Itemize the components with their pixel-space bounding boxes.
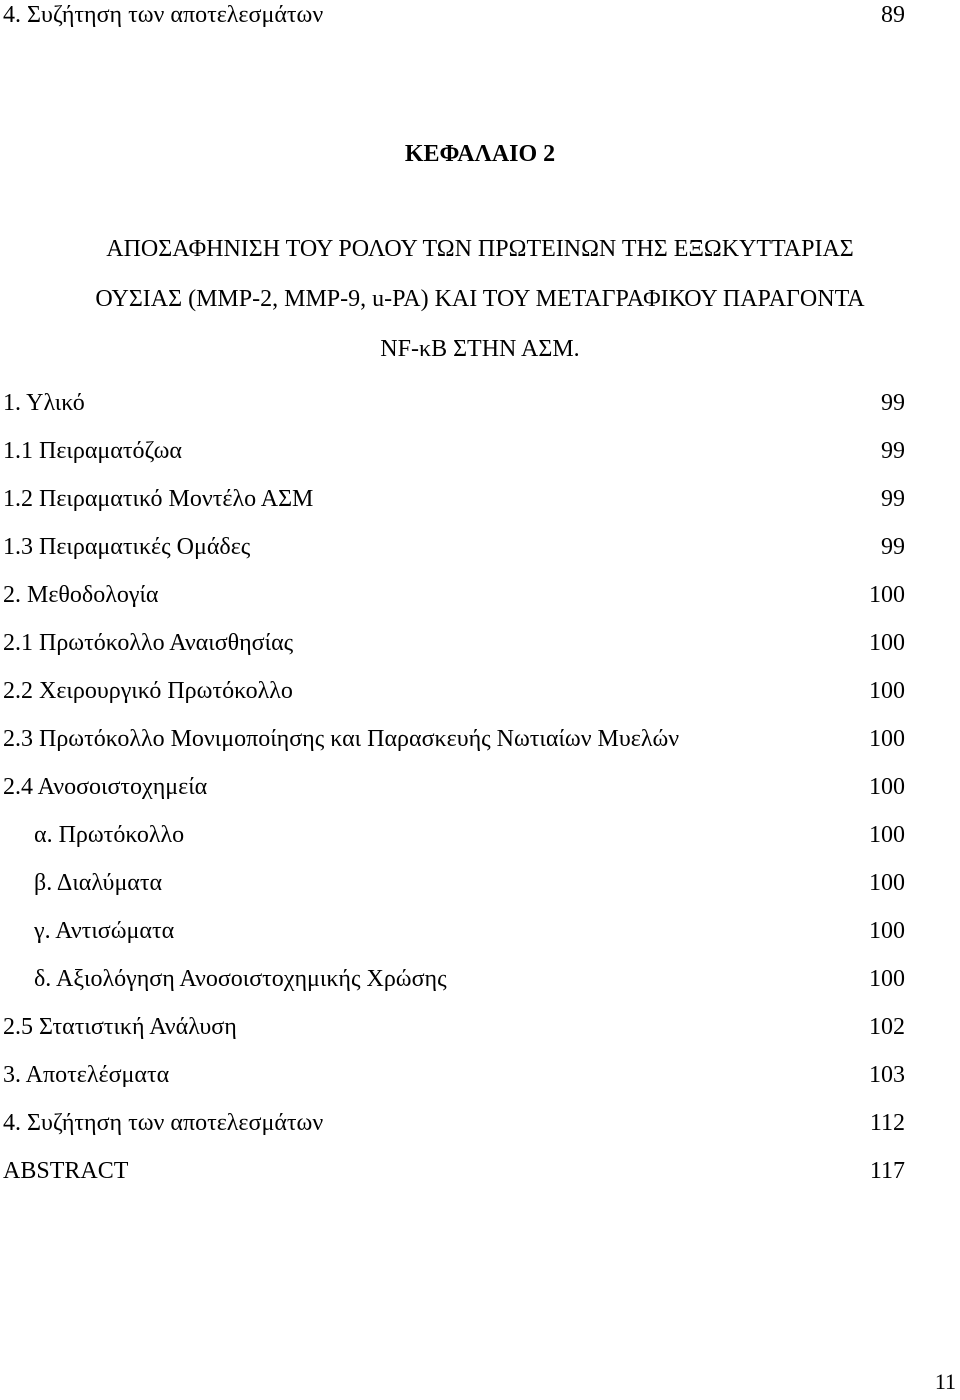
- toc-entry-label: ABSTRACT: [3, 1158, 129, 1184]
- toc-entry-page: 100: [869, 870, 905, 896]
- toc-entry[interactable]: [3, 384, 905, 432]
- toc-entry-label: 2.1 Πρωτόκολλο Αναισθησίας: [3, 630, 294, 656]
- toc-entry-page: 99: [881, 534, 905, 560]
- toc-entry-page: 117: [869, 1158, 905, 1184]
- toc-entry-page: 100: [869, 630, 905, 656]
- toc-entry-page: 100: [869, 726, 905, 752]
- table-of-contents: [3, 384, 905, 1200]
- toc-entry[interactable]: [3, 576, 905, 624]
- toc-entry-label: α. Πρωτόκολλο: [34, 822, 185, 848]
- toc-entry-page: 100: [869, 678, 905, 704]
- toc-entry-page: 100: [869, 918, 905, 944]
- toc-entry-page: 99: [881, 486, 905, 512]
- running-header-page-number: 89: [881, 2, 905, 28]
- toc-entry-label: 2.5 Στατιστική Ανάλυση: [3, 1014, 237, 1040]
- toc-entry[interactable]: [3, 480, 905, 528]
- toc-entry-page: 100: [869, 774, 905, 800]
- toc-entry-page: 102: [869, 1014, 905, 1040]
- toc-entry-page: 100: [869, 966, 905, 992]
- chapter-heading: ΚΕΦΑΛΑΙΟ 2: [404, 141, 556, 167]
- toc-entry[interactable]: [3, 912, 905, 960]
- toc-entry[interactable]: [3, 528, 905, 576]
- toc-entry-page: 103: [869, 1062, 905, 1088]
- running-header: [3, 0, 905, 30]
- toc-entry-page: 112: [869, 1110, 905, 1136]
- toc-entry-label: δ. Αξιολόγηση Ανοσοιστοχημικής Χρώσης: [34, 966, 447, 992]
- toc-entry-page: 99: [881, 390, 905, 416]
- toc-entry[interactable]: [3, 624, 905, 672]
- toc-entry-label: γ. Αντισώματα: [34, 918, 175, 944]
- toc-entry-label: 1.1 Πειραματόζωα: [3, 438, 182, 464]
- toc-entry-label: 1.3 Πειραματικές Ομάδες: [3, 534, 251, 560]
- toc-entry-label: 3. Αποτελέσματα: [3, 1062, 170, 1088]
- toc-entry-label: 2. Μεθοδολογία: [3, 582, 159, 608]
- toc-entry[interactable]: [3, 864, 905, 912]
- chapter-title-line: NF-κB ΣΤΗΝ ΑΣΜ.: [380, 336, 580, 362]
- toc-entry[interactable]: [3, 768, 905, 816]
- running-header-title: 4. Συζήτηση των αποτελεσμάτων: [3, 2, 324, 28]
- toc-entry[interactable]: [3, 960, 905, 1008]
- toc-entry-label: 2.4 Ανοσοιστοχημεία: [3, 774, 208, 800]
- toc-entry[interactable]: [3, 1008, 905, 1056]
- footer-page-number: 11: [934, 1369, 956, 1394]
- chapter-title-line: ΟΥΣΙΑΣ (MMP-2, MMP-9, u-PA) ΚΑΙ ΤΟΥ ΜΕΤΑΓΡΑΦΙΚΟΥ ΠΑΡΑΓΟΝΤΑ: [95, 286, 865, 312]
- toc-entry[interactable]: [3, 1056, 905, 1104]
- toc-entry[interactable]: [3, 720, 905, 768]
- toc-entry-page: 100: [869, 822, 905, 848]
- toc-entry[interactable]: [3, 1152, 905, 1200]
- toc-entry-label: 2.2 Χειρουργικό Πρωτόκολλο: [3, 678, 293, 704]
- toc-entry[interactable]: [3, 1104, 905, 1152]
- toc-entry-label: β. Διαλύματα: [34, 870, 163, 896]
- toc-entry[interactable]: [3, 432, 905, 480]
- toc-entry-page: 100: [869, 582, 905, 608]
- toc-entry[interactable]: [3, 816, 905, 864]
- chapter-title-line: ΑΠΟΣΑΦΗΝΙΣΗ ΤΟΥ ΡΟΛΟΥ ΤΩΝ ΠΡΩΤΕΙΝΩΝ ΤΗΣ ΕΞΩΚΥΤΤΑΡΙΑΣ: [106, 236, 854, 262]
- toc-entry-page: 99: [881, 438, 905, 464]
- toc-entry[interactable]: [3, 672, 905, 720]
- toc-entry-label: 1.2 Πειραματικό Μοντέλο ΑΣΜ: [3, 486, 314, 512]
- toc-entry-label: 2.3 Πρωτόκολλο Μονιμοποίησης και Παρασκευής Νωτιαίων Μυελών: [3, 726, 680, 752]
- toc-entry-label: 1. Υλικό: [3, 390, 85, 416]
- toc-entry-label: 4. Συζήτηση των αποτελεσμάτων: [3, 1110, 324, 1136]
